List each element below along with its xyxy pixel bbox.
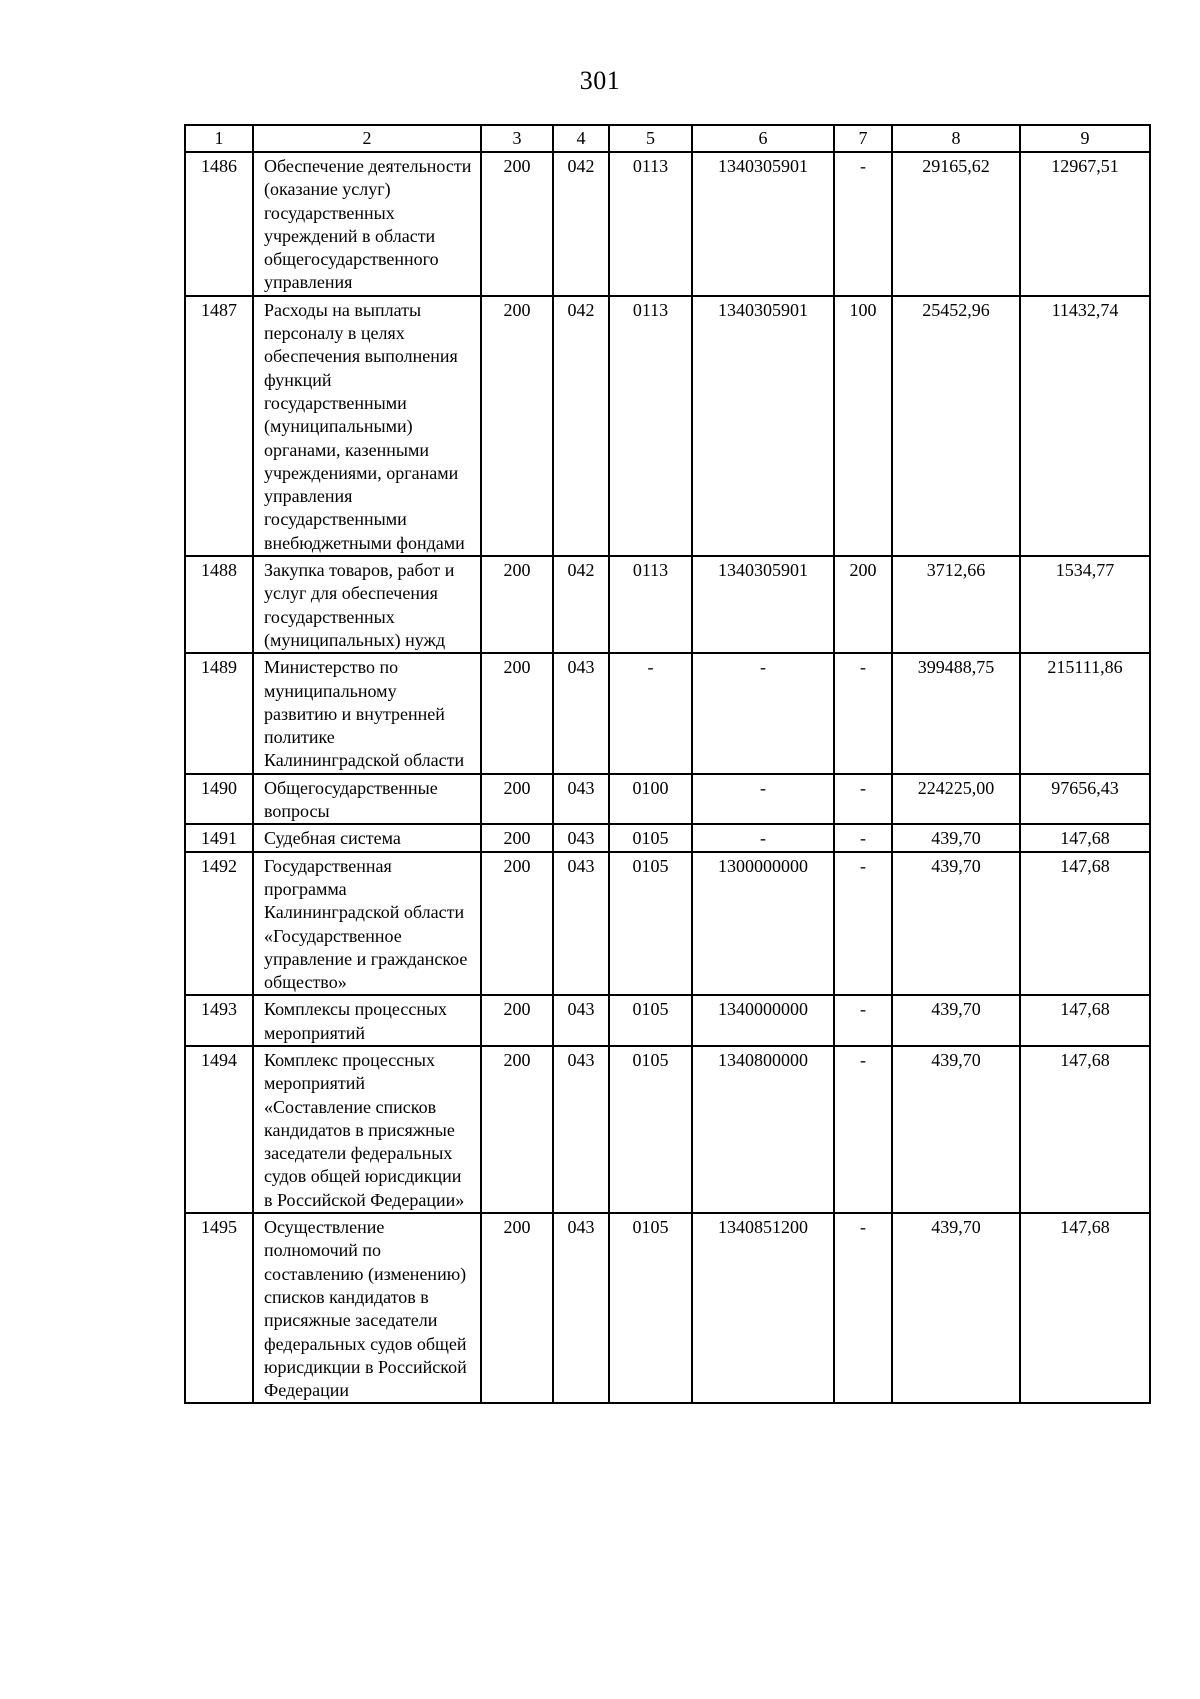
col3-cell: 200 [481,152,553,296]
table-row [185,995,1150,1046]
table-row [185,152,1150,296]
col6-cell: 1340305901 [692,556,834,653]
col6-cell: 1340305901 [692,296,834,556]
row-name-cell: Расходы на выплаты персоналу в целях обеспечения выполнения функций государственными (муниципальными) органами, казенными учреждениями, органами управления государственными внебюджетными фондами [253,296,481,556]
row-number-cell: 1488 [185,556,253,653]
col9-cell: 12967,51 [1020,152,1150,296]
col4-cell: 043 [553,824,609,851]
table-row [185,1213,1150,1403]
col5-cell: 0105 [609,852,692,996]
col8-cell: 439,70 [892,852,1020,996]
col3-cell: 200 [481,824,553,851]
header-cell: 2 [253,125,481,152]
col6-cell: 1340305901 [692,152,834,296]
col9-cell: 147,68 [1020,824,1150,851]
header-cell: 5 [609,125,692,152]
row-name-cell: Государственная программа Калининградской области «Государственное управление и гражданское общество» [253,852,481,996]
row-number-cell: 1489 [185,653,253,773]
col5-cell: 0113 [609,296,692,556]
col9-cell: 147,68 [1020,995,1150,1046]
col7-cell: - [834,1213,892,1403]
header-cell: 9 [1020,125,1150,152]
col7-cell: - [834,152,892,296]
col8-cell: 224225,00 [892,774,1020,825]
row-name-cell: Комплекс процессных мероприятий «Составление списков кандидатов в присяжные заседатели федеральных судов общей юрисдикции в Российской Федерации» [253,1046,481,1213]
row-number-cell: 1495 [185,1213,253,1403]
col6-cell: - [692,824,834,851]
col5-cell: 0105 [609,995,692,1046]
row-number-cell: 1486 [185,152,253,296]
col4-cell: 042 [553,296,609,556]
col5-cell: 0113 [609,152,692,296]
col5-cell: 0100 [609,774,692,825]
col3-cell: 200 [481,852,553,996]
col6-cell: 1340800000 [692,1046,834,1213]
col5-cell: - [609,653,692,773]
header-cell: 1 [185,125,253,152]
budget-table [184,124,1151,1404]
col7-cell: 100 [834,296,892,556]
col9-cell: 147,68 [1020,1213,1150,1403]
col7-cell: - [834,824,892,851]
col9-cell: 1534,77 [1020,556,1150,653]
row-name-cell: Общегосударственные вопросы [253,774,481,825]
col4-cell: 043 [553,1046,609,1213]
table-row [185,556,1150,653]
col7-cell: - [834,653,892,773]
table-row [185,1046,1150,1213]
col3-cell: 200 [481,774,553,825]
col7-cell: - [834,852,892,996]
row-name-cell: Осуществление полномочий по составлению (изменению) списков кандидатов в присяжные заседатели федеральных судов общей юрисдикции в Российской Федерации [253,1213,481,1403]
header-cell: 4 [553,125,609,152]
col3-cell: 200 [481,995,553,1046]
col8-cell: 439,70 [892,824,1020,851]
col9-cell: 147,68 [1020,852,1150,996]
row-number-cell: 1490 [185,774,253,825]
table-row [185,296,1150,556]
row-number-cell: 1491 [185,824,253,851]
col8-cell: 439,70 [892,995,1020,1046]
header-cell: 7 [834,125,892,152]
col4-cell: 042 [553,152,609,296]
col4-cell: 043 [553,852,609,996]
row-name-cell: Обеспечение деятельности (оказание услуг) государственных учреждений в области общегосударственного управления [253,152,481,296]
col6-cell: - [692,774,834,825]
row-number-cell: 1494 [185,1046,253,1213]
table-row [185,852,1150,996]
col7-cell: - [834,774,892,825]
col3-cell: 200 [481,1046,553,1213]
col5-cell: 0105 [609,1046,692,1213]
col6-cell: 1340851200 [692,1213,834,1403]
row-name-cell: Министерство по муниципальному развитию и внутренней политике Калининградской области [253,653,481,773]
col8-cell: 3712,66 [892,556,1020,653]
col8-cell: 29165,62 [892,152,1020,296]
col3-cell: 200 [481,653,553,773]
row-number-cell: 1487 [185,296,253,556]
col9-cell: 97656,43 [1020,774,1150,825]
col8-cell: 439,70 [892,1046,1020,1213]
row-number-cell: 1493 [185,995,253,1046]
row-name-cell: Комплексы процессных мероприятий [253,995,481,1046]
col7-cell: - [834,995,892,1046]
row-name-cell: Закупка товаров, работ и услуг для обеспечения государственных (муниципальных) нужд [253,556,481,653]
col4-cell: 042 [553,556,609,653]
col8-cell: 25452,96 [892,296,1020,556]
col6-cell: - [692,653,834,773]
col4-cell: 043 [553,995,609,1046]
header-cell: 6 [692,125,834,152]
col3-cell: 200 [481,296,553,556]
col6-cell: 1340000000 [692,995,834,1046]
col8-cell: 399488,75 [892,653,1020,773]
col4-cell: 043 [553,653,609,773]
col8-cell: 439,70 [892,1213,1020,1403]
table-row [185,653,1150,773]
page-number: 301 [579,66,621,95]
table-row [185,774,1150,825]
col5-cell: 0105 [609,1213,692,1403]
col6-cell: 1300000000 [692,852,834,996]
col3-cell: 200 [481,1213,553,1403]
header-cell: 3 [481,125,553,152]
col9-cell: 11432,74 [1020,296,1150,556]
header-row [185,125,1150,152]
col7-cell: - [834,1046,892,1213]
row-number-cell: 1492 [185,852,253,996]
col3-cell: 200 [481,556,553,653]
col9-cell: 147,68 [1020,1046,1150,1213]
table-row [185,824,1150,851]
col9-cell: 215111,86 [1020,653,1150,773]
header-cell: 8 [892,125,1020,152]
col4-cell: 043 [553,1213,609,1403]
col7-cell: 200 [834,556,892,653]
table-header [185,125,1150,152]
row-name-cell: Судебная система [253,824,481,851]
col4-cell: 043 [553,774,609,825]
col5-cell: 0105 [609,824,692,851]
col5-cell: 0113 [609,556,692,653]
